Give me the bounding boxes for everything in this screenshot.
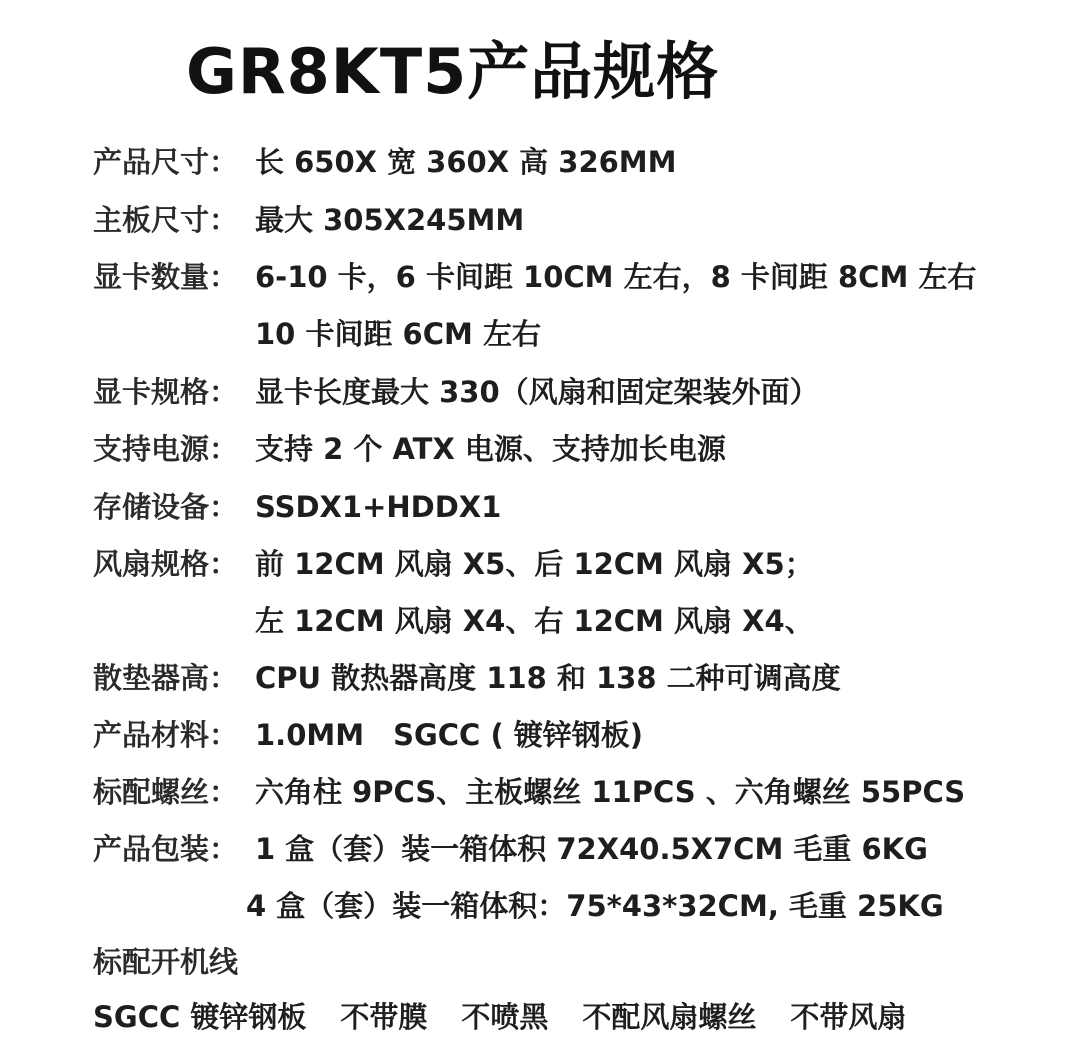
spec-value: 前 12CM 风扇 X5、后 12CM 风扇 X5； — [255, 547, 814, 581]
spec-value: CPU 散热器高度 118 和 138 二种可调高度 — [255, 661, 841, 695]
page-title: GR8KT5产品规格 — [186, 35, 720, 108]
spec-label: 显卡数量： — [93, 260, 239, 294]
spec-row-power — [93, 429, 726, 469]
spec-value: 1 盒（套）装一箱体积 72X40.5X7CM 毛重 6KG — [255, 832, 928, 866]
spec-value: 6-10 卡，6 卡间距 10CM 左右，8 卡间距 8CM 左右 — [255, 260, 977, 294]
footer-item: 不带膜 — [340, 1000, 428, 1034]
spec-value: 最大 305X245MM — [255, 203, 525, 237]
spec-row-material — [93, 715, 643, 755]
spec-label: 产品包装： — [93, 832, 239, 866]
spec-row-storage — [93, 487, 501, 527]
spec-value: 1.0MM SGCC ( 镀锌钢板) — [255, 718, 644, 752]
footer-notes — [93, 997, 906, 1037]
spec-value: 支持 2 个 ATX 电源、支持加长电源 — [255, 432, 726, 466]
spec-label: 风扇规格： — [93, 547, 239, 581]
spec-value: SSDX1+HDDX1 — [255, 490, 502, 524]
spec-row-gpu-count — [93, 257, 976, 297]
spec-label: 主板尺寸： — [93, 203, 239, 237]
spec-continuation: 10 卡间距 6CM 左右 — [255, 317, 541, 351]
spec-continuation: 左 12CM 风扇 X4、右 12CM 风扇 X4、 — [255, 604, 814, 638]
spec-label: 产品尺寸： — [93, 145, 239, 179]
spec-row-packaging — [93, 829, 928, 869]
spec-row-screws — [93, 772, 965, 812]
spec-label: 散垫器高： — [93, 661, 239, 695]
spec-row-gpu-spec — [93, 372, 819, 412]
footer-item: SGCC 镀锌钢板 — [93, 1000, 307, 1034]
spec-continuation: 4 盒（套）装一箱体积：75*43*32CM, 毛重 25KG — [246, 889, 944, 923]
standard-power-cable-note: 标配开机线 — [93, 945, 239, 979]
spec-label: 显卡规格： — [93, 375, 239, 409]
spec-label: 支持电源： — [93, 432, 239, 466]
spec-value: 长 650X 宽 360X 高 326MM — [255, 145, 677, 179]
spec-row-cooler-height — [93, 658, 841, 698]
spec-row-fans — [93, 544, 814, 584]
spec-label: 标配螺丝： — [93, 775, 239, 809]
footer-item: 不喷黑 — [461, 1000, 549, 1034]
spec-value: 六角柱 9PCS、主板螺丝 11PCS 、六角螺丝 55PCS — [255, 775, 966, 809]
footer-item: 不配风扇螺丝 — [582, 1000, 757, 1034]
spec-row-size — [93, 142, 677, 182]
spec-label: 产品材料： — [93, 718, 239, 752]
spec-row-motherboard — [93, 200, 524, 240]
footer-item: 不带风扇 — [790, 1000, 907, 1034]
spec-value: 显卡长度最大 330（风扇和固定架装外面） — [255, 375, 819, 409]
spec-label: 存储设备： — [93, 490, 239, 524]
